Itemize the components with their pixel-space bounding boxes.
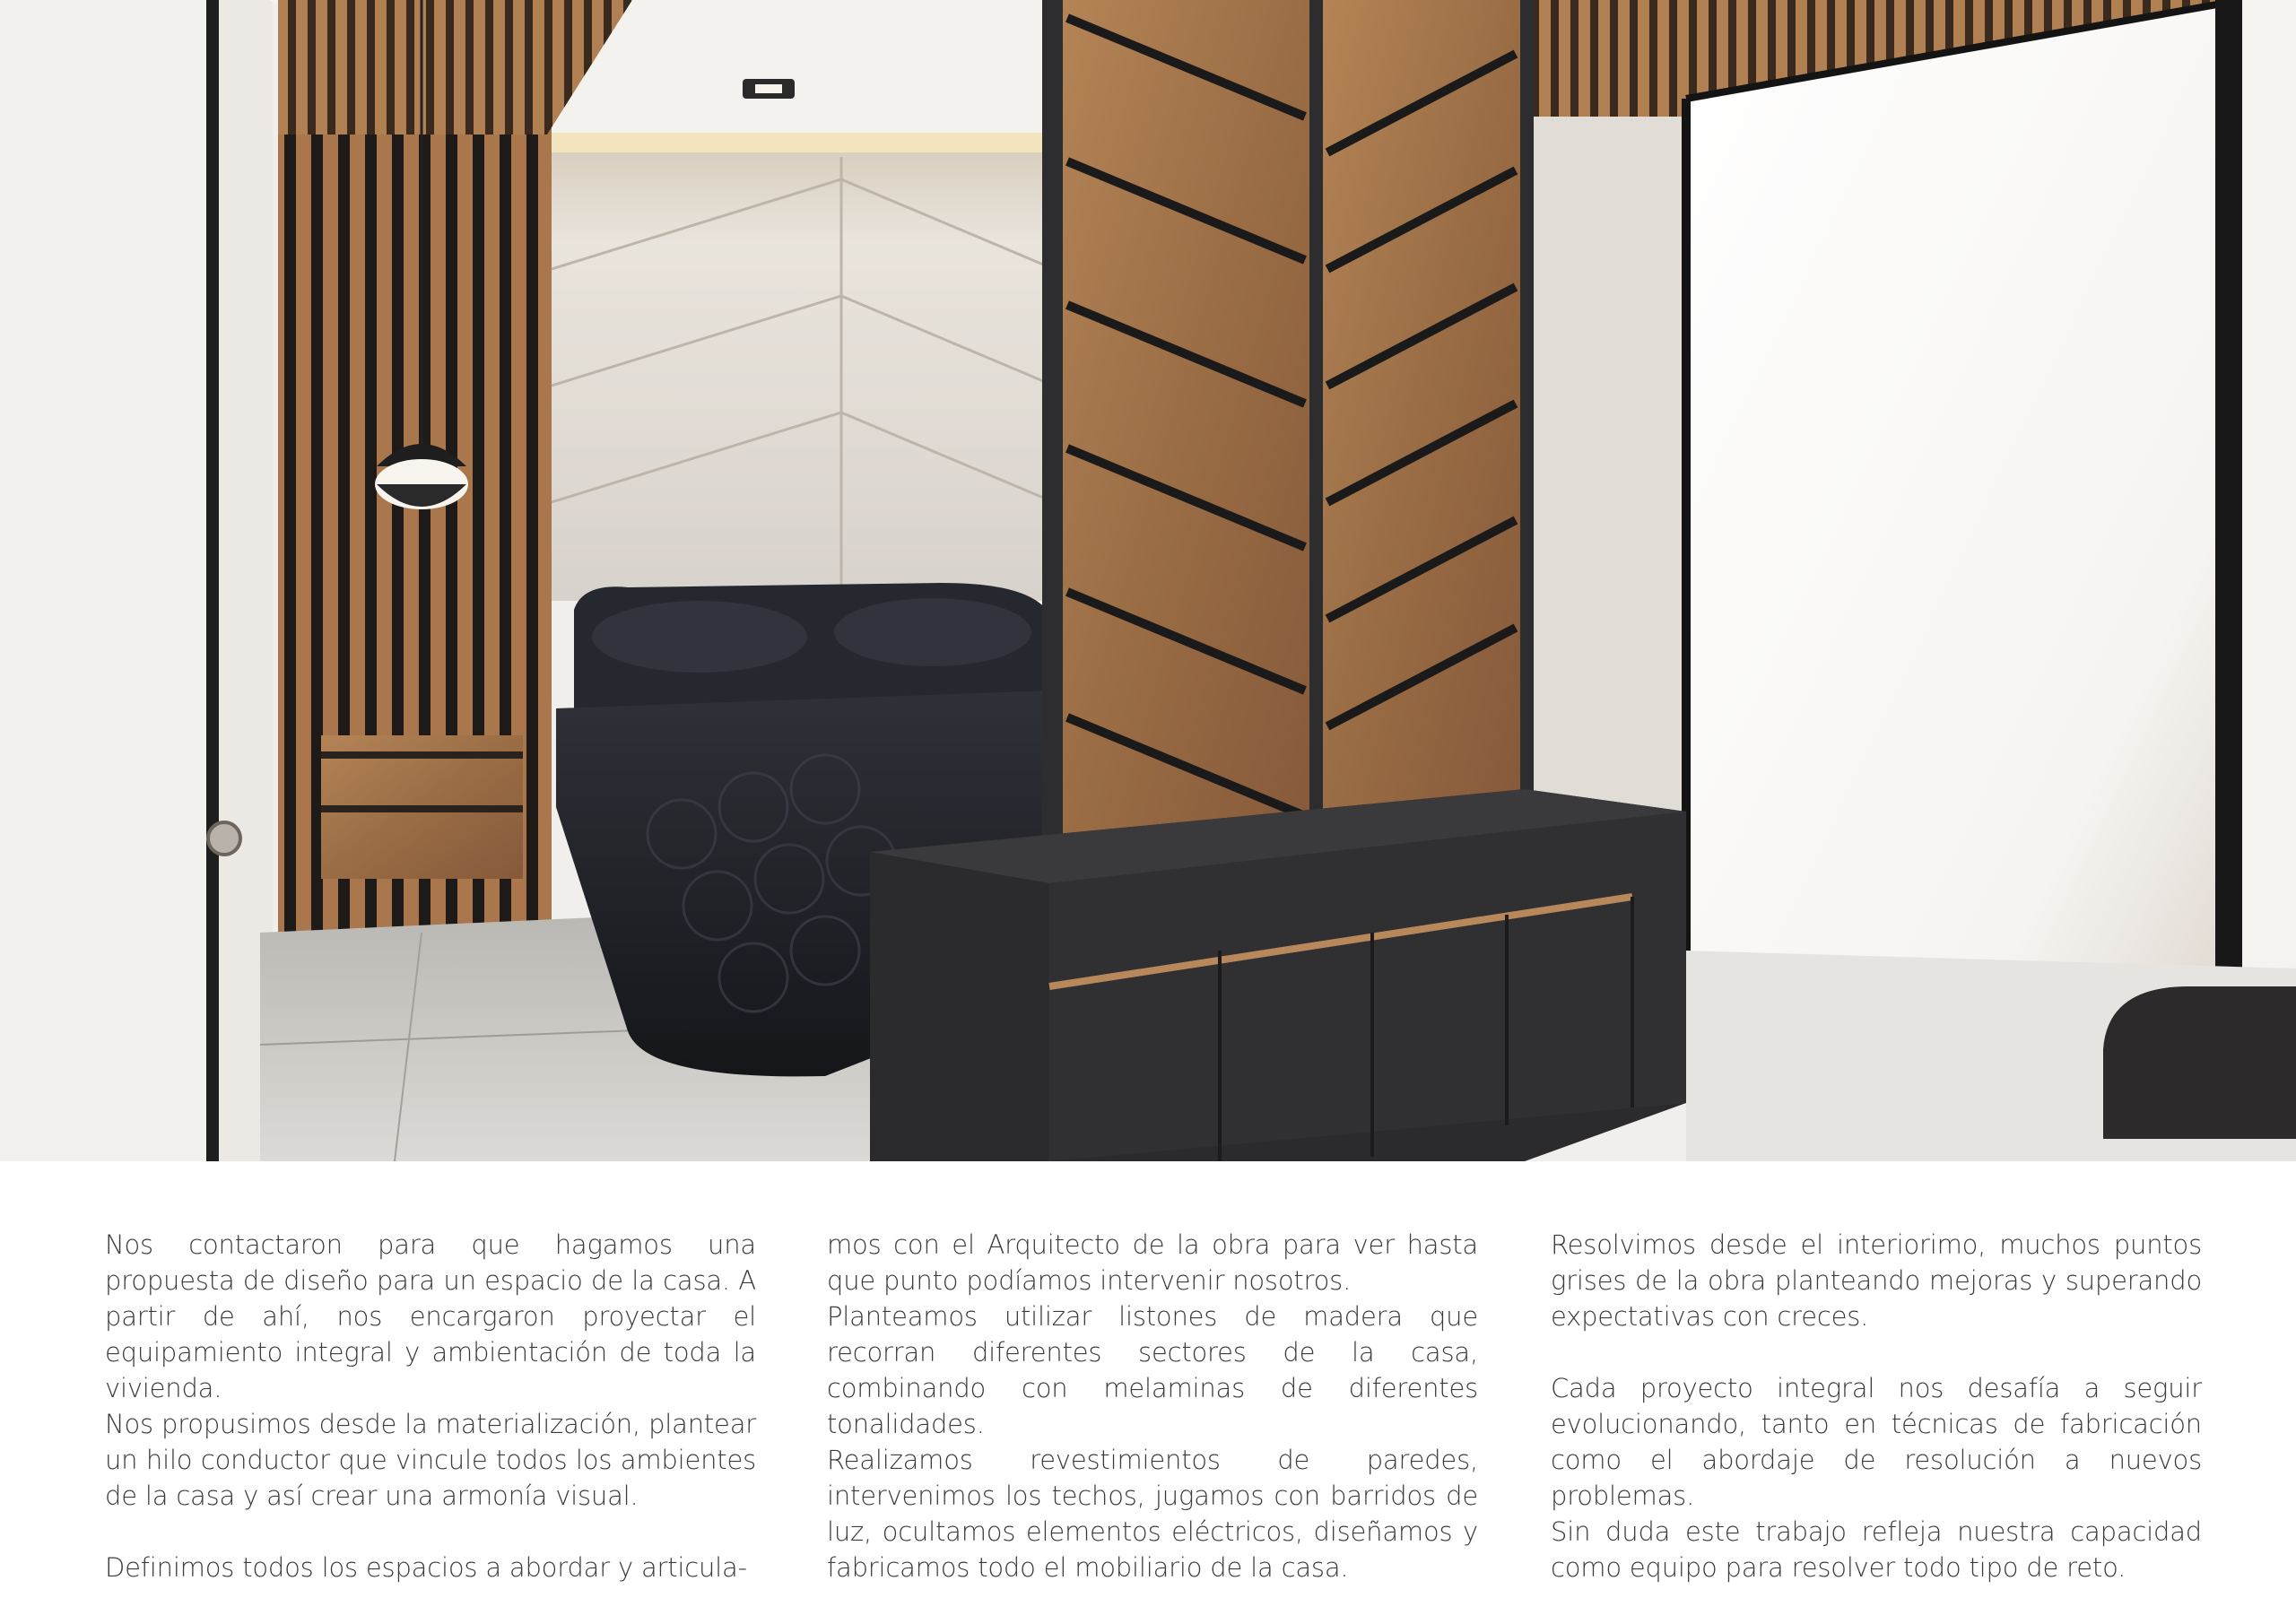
paragraph: mos con el Arquitecto de la obra para ver hasta que punto podíamos intervenir nosotros. [827, 1229, 1478, 1296]
text-columns [105, 1227, 2202, 1603]
paragraph: Definimos todos los espacios a abordar y articula- [105, 1552, 747, 1583]
paragraph: Nos propusimos desde la materialización, plantear un hilo conductor que vincule todos los ambientes de la casa y así crear una armonía visual. [105, 1409, 756, 1511]
paragraph: Resolvimos desde el interiorimo, muchos puntos grises de la obra planteando mejoras y superando expectativas con creces. [1551, 1229, 2202, 1332]
paragraph: Cada proyecto integral nos desafía a seguir evolucionando, tanto en técnicas de fabricación como el abordaje de resolución a nuevos problemas. [1551, 1373, 2202, 1511]
text-column-1 [105, 1227, 756, 1585]
text-column-3 [1551, 1227, 2202, 1585]
text-column-2 [827, 1227, 1478, 1585]
paragraph: Planteamos utilizar listones de madera que recorran diferentes sectores de la casa, combinando con melaminas de diferentes tonalidades. [827, 1301, 1478, 1439]
paragraph: Realizamos revestimientos de paredes, intervenimos los techos, jugamos con barridos de luz, ocultamos elementos eléctricos, diseñamos y fabricamos todo el mobiliario de la casa. [827, 1445, 1478, 1583]
paragraph: Sin duda este trabajo refleja nuestra capacidad como equipo para resolver todo tipo de reto. [1551, 1516, 2202, 1583]
paragraph: Nos contactaron para que hagamos una propuesta de diseño para un espacio de la casa. A partir de ahí, nos encargaron proyectar el equipamiento integral y ambientación de toda la vivienda. [105, 1229, 756, 1403]
